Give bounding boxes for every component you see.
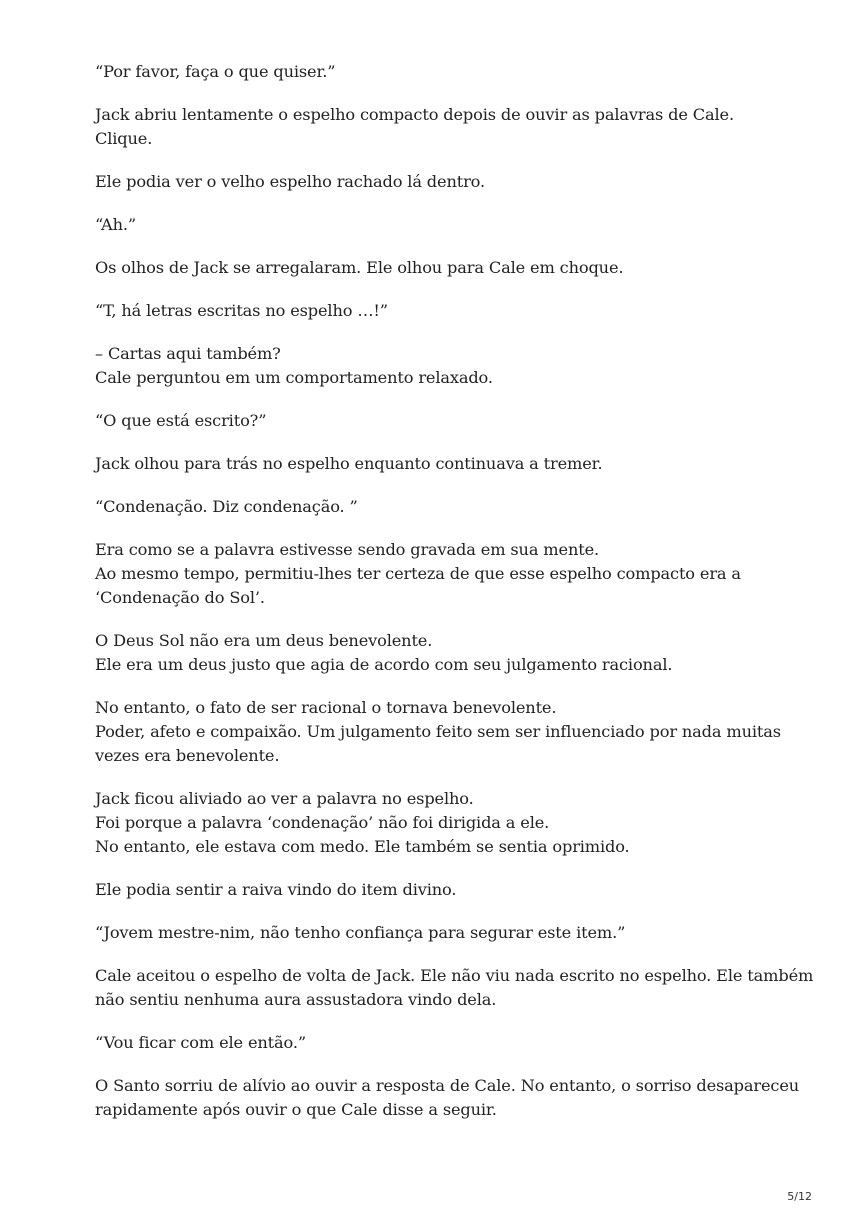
paragraph xyxy=(95,103,795,151)
paragraph xyxy=(95,964,814,1012)
text-line: “Vou ficar com ele então.” xyxy=(95,1033,306,1052)
paragraph xyxy=(95,409,795,433)
text-line: “Condenação. Diz condenação. ” xyxy=(95,497,358,516)
paragraph xyxy=(95,629,795,677)
text-line: Jack olhou para trás no espelho enquanto continuava a tremer. xyxy=(95,454,603,473)
paragraph xyxy=(95,60,795,84)
text-line: “T, há letras escritas no espelho …!” xyxy=(95,301,388,320)
text-line: Ao mesmo tempo, permitiu-lhes ter certeza de que esse espelho compacto era a xyxy=(95,564,741,583)
paragraph xyxy=(95,787,795,859)
text-line: No entanto, o fato de ser racional o tornava benevolente. xyxy=(95,698,557,717)
text-line: rapidamente após ouvir o que Cale disse a seguir. xyxy=(95,1100,497,1119)
text-line: não sentiu nenhuma aura assustadora vindo dela. xyxy=(95,990,497,1009)
text-line: “Por favor, faça o que quiser.” xyxy=(95,62,336,81)
paragraph xyxy=(95,256,795,280)
text-line: Jack ficou aliviado ao ver a palavra no espelho. xyxy=(95,789,474,808)
text-line: “O que está escrito?” xyxy=(95,411,267,430)
paragraph xyxy=(95,213,795,237)
text-line: Clique. xyxy=(95,129,153,148)
paragraph xyxy=(95,452,795,476)
paragraph xyxy=(95,1074,800,1122)
text-line: O Santo sorriu de alívio ao ouvir a resposta de Cale. No entanto, o sorriso desapareceu xyxy=(95,1076,800,1095)
text-line: Ele podia ver o velho espelho rachado lá dentro. xyxy=(95,172,485,191)
text-line: – Cartas aqui também? xyxy=(95,344,281,363)
text-line: Jack abriu lentamente o espelho compacto depois de ouvir as palavras de Cale. xyxy=(95,105,734,124)
text-line: No entanto, ele estava com medo. Ele também se sentia oprimido. xyxy=(95,837,630,856)
paragraph xyxy=(95,878,795,902)
paragraph xyxy=(95,538,795,610)
paragraph xyxy=(95,495,795,519)
text-line: Ele podia sentir a raiva vindo do item divino. xyxy=(95,880,457,899)
text-line: Era como se a palavra estivesse sendo gravada em sua mente. xyxy=(95,540,599,559)
paragraph xyxy=(95,1031,795,1055)
text-line: Foi porque a palavra ‘condenação’ não foi dirigida a ele. xyxy=(95,813,550,832)
text-line: Os olhos de Jack se arregalaram. Ele olhou para Cale em choque. xyxy=(95,258,624,277)
paragraph xyxy=(95,299,795,323)
text-line: “Jovem mestre-nim, não tenho confiança para segurar este item.” xyxy=(95,923,626,942)
text-line: Ele era um deus justo que agia de acordo com seu julgamento racional. xyxy=(95,655,673,674)
paragraph xyxy=(95,170,795,194)
text-line: Cale aceitou o espelho de volta de Jack. Ele não viu nada escrito no espelho. Ele também xyxy=(95,966,814,985)
paragraph xyxy=(95,921,795,945)
text-line: vezes era benevolente. xyxy=(95,746,280,765)
text-line: Cale perguntou em um comportamento relaxado. xyxy=(95,368,493,387)
text-line: Poder, afeto e compaixão. Um julgamento feito sem ser influenciado por nada muitas xyxy=(95,722,781,741)
page-number: 5/12 xyxy=(787,1190,812,1203)
paragraph xyxy=(95,342,795,390)
document-body xyxy=(95,60,814,1141)
paragraph xyxy=(95,696,795,768)
text-line: ‘Condenação do Sol’. xyxy=(95,588,265,607)
text-line: O Deus Sol não era um deus benevolente. xyxy=(95,631,433,650)
text-line: “Ah.” xyxy=(95,215,136,234)
